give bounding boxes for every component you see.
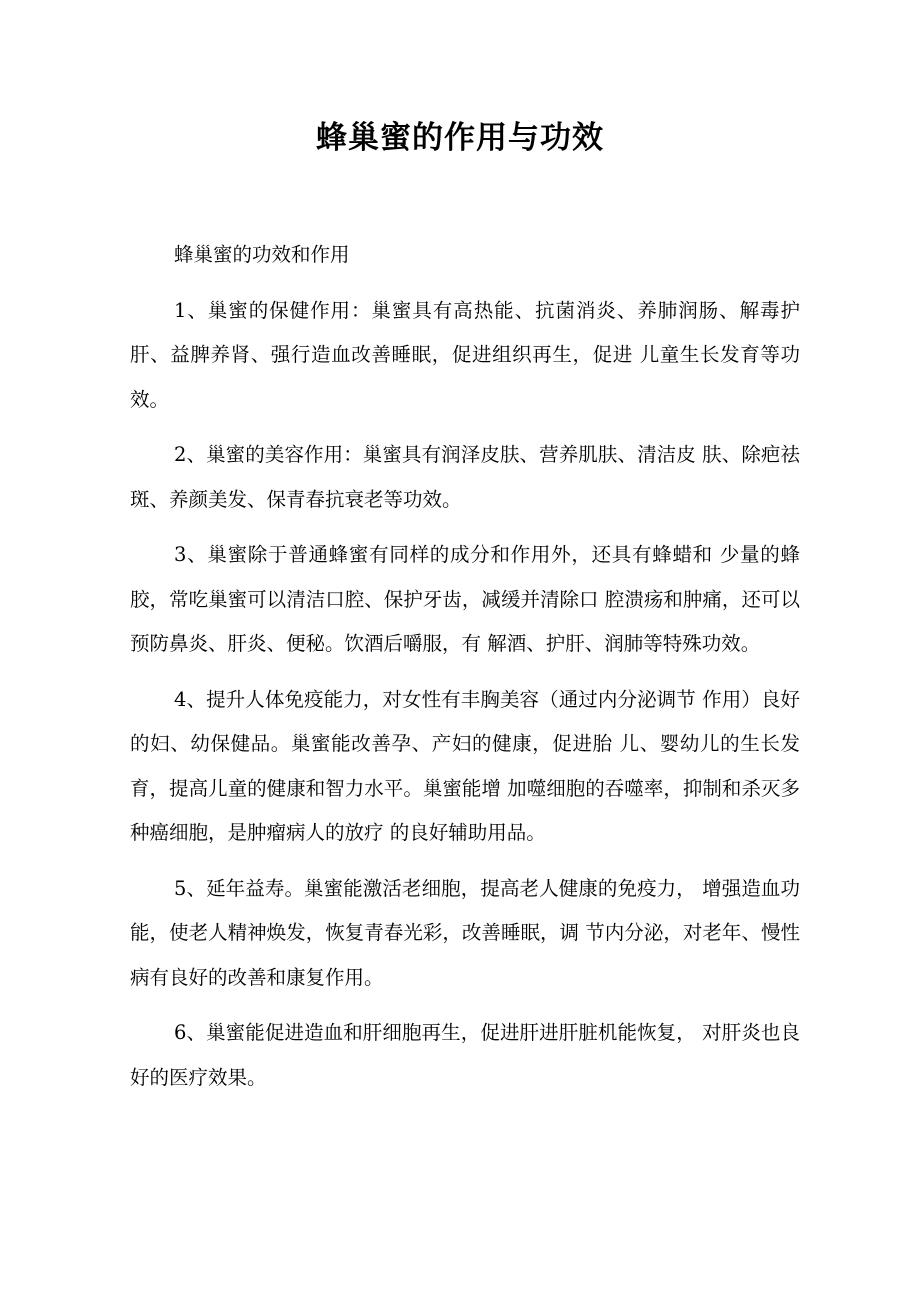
paragraph-1: 1、巢蜜的保健作用：巢蜜具有高热能、抗菌消炎、养肺润肠、解毒护肝、益脾养肾、强行造血改善睡眠，促进组织再生，促进 儿童生长发育等功效。 (130, 298, 800, 411)
paragraph-6: 6、巢蜜能促进造血和肝细胞再生，促进肝进肝脏机能恢复， 对肝炎也良好的医疗效果。 (130, 1021, 800, 1089)
paragraph-2: 2、巢蜜的美容作用：巢蜜具有润泽皮肤、营养肌肤、清洁皮 肤、除疤祛斑、养颜美发、保青春抗衰老等功效。 (130, 443, 800, 511)
paragraph-subtitle: 蜂巢蜜的功效和作用 (174, 243, 350, 266)
paragraph-4: 4、提升人体免疫能力，对女性有丰胸美容（通过内分泌调节 作用）良好的妇、幼保健品。巢蜜能改善孕、产妇的健康，促进胎 儿、婴幼儿的生长发育，提高儿童的健康和智力水平。巢蜜能增 加噬细胞的吞噬率，抑制和杀灭多种癌细胞，是肿瘤病人的放疗 的良好辅助用品。 (130, 687, 800, 844)
paragraph-3: 3、巢蜜除于普通蜂蜜有同样的成分和作用外，还具有蜂蜡和 少量的蜂胶，常吃巢蜜可以清洁口腔、保护牙齿，减缓并清除口 腔溃疡和肿痛，还可以预防鼻炎、肝炎、便秘。饮酒后嚼服，有 解酒、护肝、润肺等特殊功效。 (130, 543, 800, 655)
document-body (130, 233, 800, 1111)
paragraph-5: 5、延年益寿。巢蜜能激活老细胞，提高老人健康的免疫力， 增强造血功能，使老人精神焕发，恢复青春光彩，改善睡眠，调 节内分泌，对老年、慢性病有良好的改善和康复作用。 (130, 876, 800, 989)
document-title: 蜂巢蜜的作用与功效 (316, 120, 604, 156)
